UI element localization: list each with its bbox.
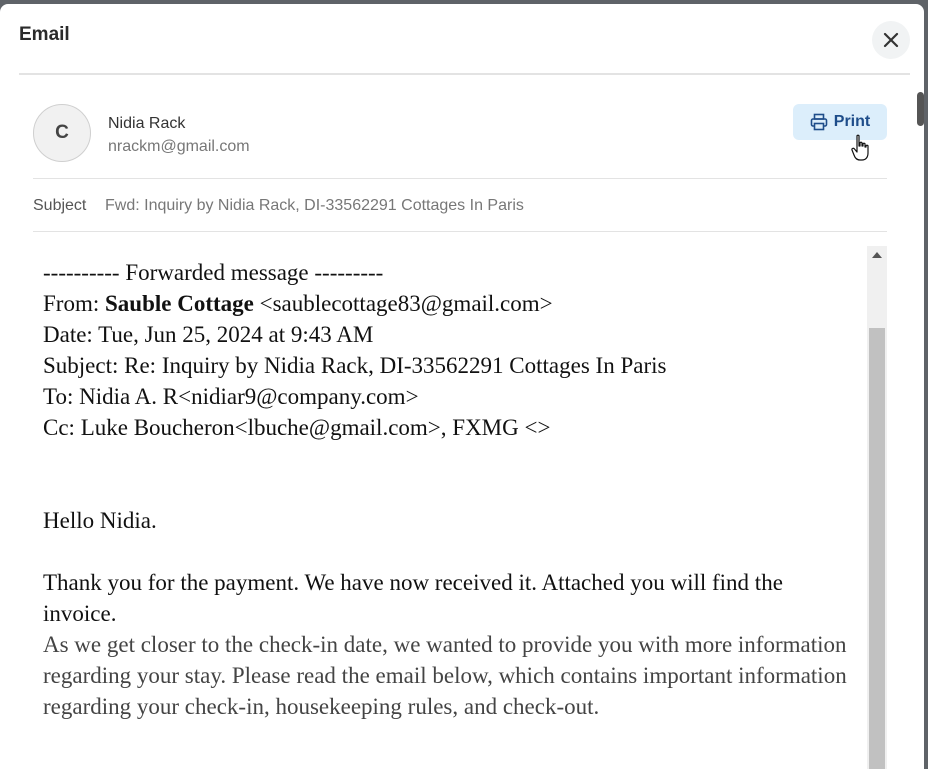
close-icon [883, 32, 899, 48]
sender-email: nrackm@gmail.com [108, 138, 250, 155]
printer-icon [810, 113, 828, 131]
modal-scrollbar[interactable] [913, 84, 924, 769]
modal-scroll-thumb[interactable] [917, 92, 924, 126]
subject-divider [33, 231, 887, 232]
body-scroll-thumb[interactable] [869, 328, 885, 769]
email-body [43, 257, 858, 722]
cc-line: Cc: Luke Boucheron<lbuche@gmail.com>, FXMG <> [43, 415, 551, 440]
print-button[interactable] [793, 104, 887, 140]
header-divider [19, 73, 910, 75]
email-body-frame[interactable] [33, 246, 887, 769]
hand-cursor-icon [850, 134, 872, 162]
modal-header [0, 4, 924, 74]
print-label: Print [833, 113, 871, 130]
close-button[interactable] [872, 21, 910, 59]
subject-value: Fwd: Inquiry by Nidia Rack, DI-33562291 Cottages In Paris [105, 197, 524, 214]
body-paragraph-1: Thank you for the payment. We have now received it. Attached you will find the invoice. [43, 570, 783, 626]
body-paragraph-2: As we get closer to the check-in date, we wanted to provide you with more information regarding your stay. Please read the email below, which contains important information regarding your check-in, housekeeping rules, and check-out. [43, 632, 847, 719]
body-scrollbar[interactable] [867, 246, 887, 769]
forward-header: ---------- Forwarded message --------- [43, 260, 384, 285]
from-label: From: [43, 291, 105, 316]
from-email: <saublecottage83@gmail.com> [253, 291, 553, 316]
greeting: Hello Nidia. [43, 508, 157, 533]
sender-divider [33, 178, 887, 179]
scroll-up-icon[interactable] [872, 252, 882, 258]
from-line [43, 288, 858, 319]
sender-name: Nidia Rack [108, 115, 186, 132]
from-name: Sauble Cottage [104, 291, 254, 316]
avatar: C [33, 104, 91, 162]
to-line: To: Nidia A. R<nidiar9@company.com> [43, 384, 419, 409]
date-line: Date: Tue, Jun 25, 2024 at 9:43 AM [43, 322, 374, 347]
email-modal [0, 4, 924, 769]
subject-line: Subject: Re: Inquiry by Nidia Rack, DI-33562291 Cottages In Paris [43, 353, 667, 378]
modal-title: Email [19, 24, 70, 45]
subject-label: Subject [33, 197, 87, 214]
